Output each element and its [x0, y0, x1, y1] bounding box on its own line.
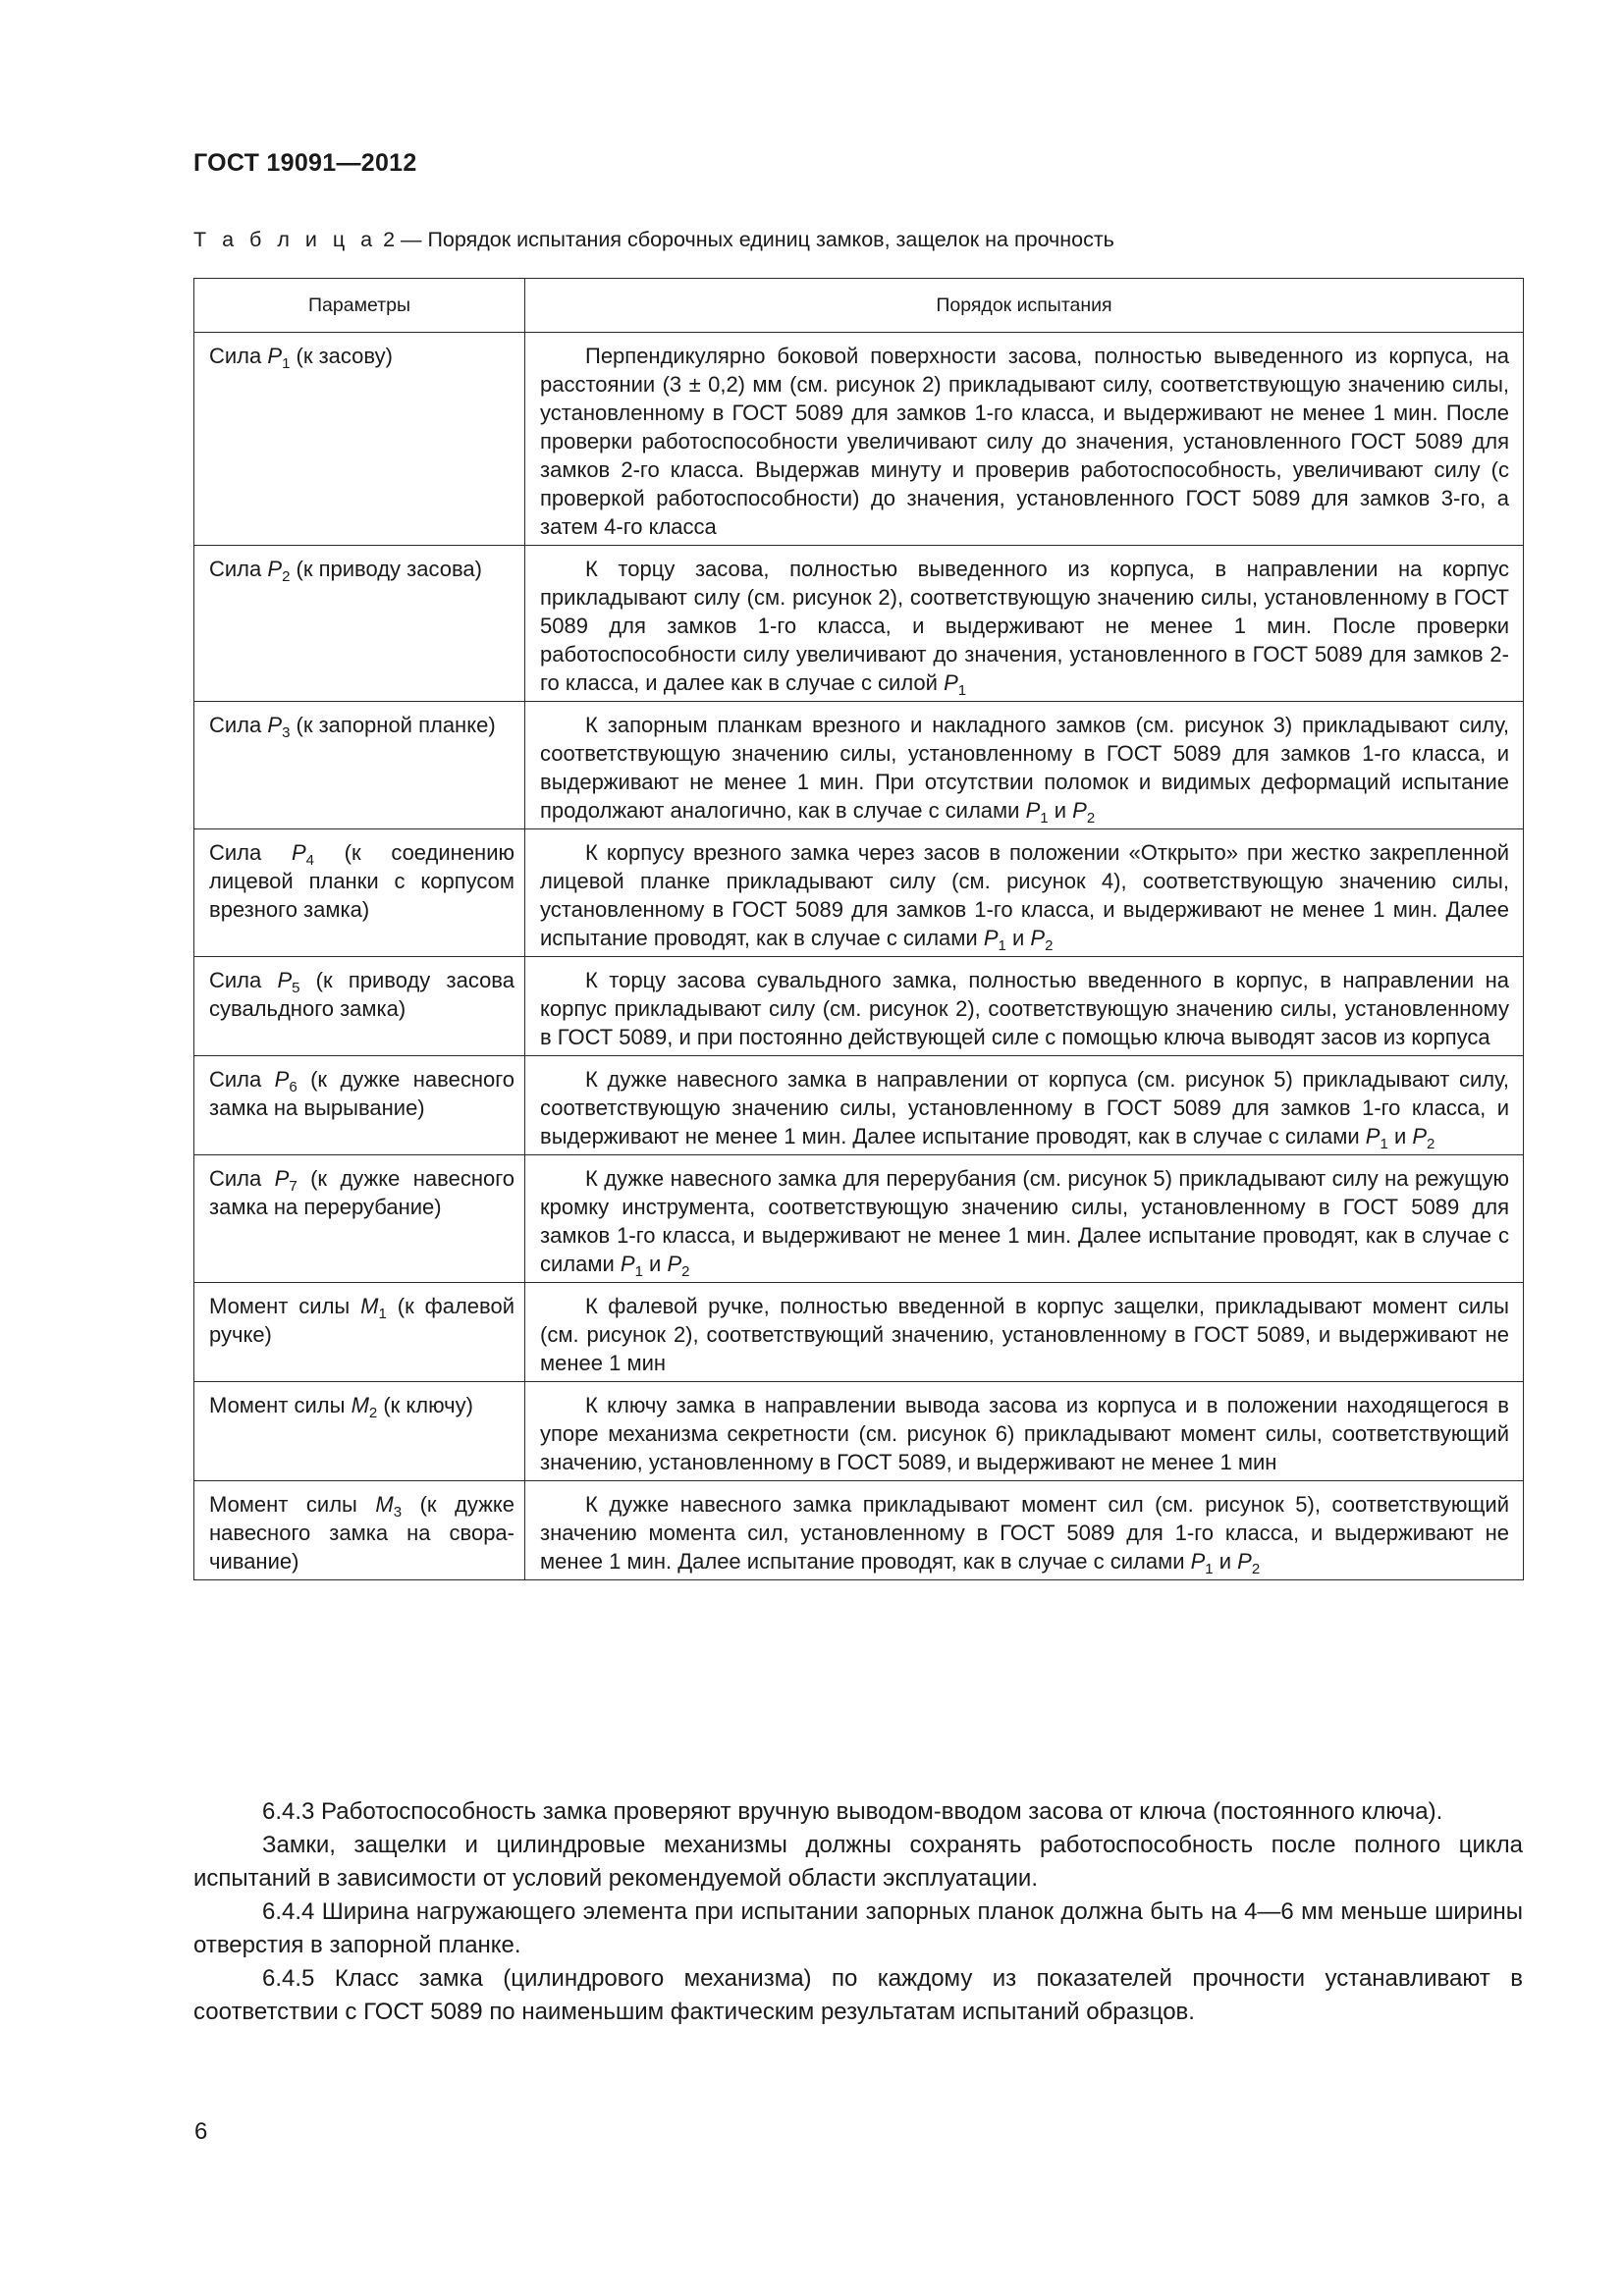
parameter-label: Сила [209, 344, 268, 368]
force-symbol [1237, 1549, 1261, 1577]
parameter-letter: P [274, 1166, 290, 1191]
parameter-symbol [277, 968, 300, 996]
table-caption [193, 228, 1431, 252]
force-symbol [1030, 926, 1054, 954]
force-symbol [944, 670, 967, 699]
parameter-cell [194, 702, 525, 829]
test-order-text: К корпусу врезного замка через засов в положении «Открыто» при жестко закрепленной лицевой планке прикладывают силу (см. рисунок 4), соответствующую значению силы, установленному в ГОСТ 5089 для замков 1-го класса, и выдерживают не менее 1 мин. Далее испытание проводят, как в случае с силами [540, 840, 1509, 950]
parameter-cell [194, 1155, 525, 1283]
table-row [194, 546, 1524, 702]
parameter-index: 6 [289, 1079, 298, 1095]
test-order-text: К дужке навесного замка для перерубания (см. рисунок 5) прикладывают силу на режущую кромку инструмента, соответствующую значению силы, установленному в ГОСТ 5089 для замков 1-го класса, и выдерживают не менее 1 мин. Далее испытание проводят, как в случае с силами [540, 1166, 1509, 1276]
parameter-letter: M [375, 1492, 394, 1517]
test-order-text: К ключу замка в направлении вывода засова из корпуса и в положении находящегося в упоре механизма секретности (см. рисунок 6) прикладывают момент силы, соответствующий значению, установленному в ГОСТ 5089, и выдерживают не менее 1 мин [540, 1393, 1509, 1474]
test-order-cell: К запорным планкам врезного и накладного замков (см. рисунок 3) прикладывают силу, соответствующую значению силы, установленному в ГОСТ 5089 для замков 1-го класса, и выдерживают не менее 1 мин. При отсутствии поломок и видимых деформаций испытание продолжают аналогично, как в случае с силами $P_1$ и $P_2$ [525, 702, 1524, 829]
force-letter: P [1030, 926, 1046, 950]
table-row [194, 1056, 1524, 1155]
test-order-text: К дужке навесного замка в направлении от корпуса (см. рисунок 5) прикладывают силу, соответствующую значению силы, установленному в ГОСТ 5089 для замков 1-го класса, и выдерживают не менее 1 мин. Далее испытание проводят, как в случае с силами [540, 1067, 1509, 1148]
test-order-cell [525, 333, 1524, 546]
parameter-label: Сила [209, 1166, 275, 1191]
parameter-index: 3 [393, 1504, 403, 1521]
page-number: 6 [194, 2118, 208, 2145]
parameter-description: (к дужке навесного замка на сворачивание) [209, 1492, 514, 1574]
force-index: 1 [1040, 810, 1049, 827]
force-letter: P [983, 926, 999, 950]
test-order-cell [525, 546, 1524, 702]
force-index: 2 [1045, 937, 1054, 954]
parameter-symbol [274, 1067, 298, 1095]
parameter-description: (к ключу) [377, 1393, 473, 1417]
table-row [194, 829, 1524, 957]
test-order-text: К торцу засова сувальдного замка, полностью введенного в корпус, в направлении на корпус прикладывают силу (см. рисунок 2), соответствующую значению силы, установленному в ГОСТ 5089, и при постоянно действующей силе с помощью ключа выводят засов из корпуса [540, 968, 1509, 1049]
parameter-cell [194, 829, 525, 957]
parameter-label: Момент силы [209, 1294, 361, 1318]
parameter-letter: P [267, 344, 283, 368]
parameter-index: 2 [282, 568, 291, 585]
force-letter: P [620, 1252, 635, 1276]
test-order-cell [525, 1283, 1524, 1382]
table-body [194, 333, 1524, 1580]
force-letter: P [1025, 798, 1041, 823]
force-index: 1 [957, 682, 967, 699]
force-index: 1 [1205, 1561, 1214, 1577]
parameter-letter: P [277, 968, 293, 992]
parameter-index: 2 [368, 1405, 378, 1421]
force-index: 2 [681, 1263, 690, 1280]
parameter-letter: P [274, 1067, 290, 1092]
force-symbol [1190, 1549, 1214, 1577]
parameter-index: 4 [305, 852, 314, 869]
parameter-index: 3 [282, 724, 291, 741]
parameter-description: (к соединению лицевой планки с корпусом врезного замка) [209, 840, 514, 922]
test-order-cell [525, 1382, 1524, 1481]
parameter-symbol [267, 344, 291, 372]
body-paragraph: 6.4.5 Класс замка (цилиндрового механизма) по каждому из показателей прочности устанавливают в соответствии с ГОСТ 5089 по наименьшим фактическим результатам испытаний образцов. [193, 1965, 1523, 2025]
header-parameters: Параметры [194, 279, 525, 333]
force-index: 2 [1427, 1136, 1435, 1152]
force-index: 1 [1380, 1136, 1388, 1152]
parameter-index: 5 [292, 980, 300, 996]
table-caption-text: 2 — Порядок испытания сборочных единиц замков, защелок на прочность [383, 228, 1114, 251]
parameter-symbol [351, 1393, 378, 1421]
force-index: 1 [998, 937, 1006, 954]
test-order-table [193, 278, 1524, 1580]
body-paragraph: Замки, защелки и цилиндровые механизмы должны сохранять работоспособность после полного цикла испытаний в зависимости от условий рекомендуемой области эксплуатации. [193, 1832, 1523, 1892]
test-order-cell: К корпусу врезного замка через засов в положении «Открыто» при жестко закрепленной лицевой планке прикладывают силу (см. рисунок 4), соответствующую значению силы, установленному в ГОСТ 5089 для замков 1-го класса, и выдерживают не менее 1 мин. Далее испытание проводят, как в случае с силами $P_1$ и $P_2$ [525, 829, 1524, 957]
force-symbol [1072, 798, 1096, 827]
test-order-cell: К дужке навесного замка в направлении от корпуса (см. рисунок 5) прикладывают силу, соответствующую значению силы, установленному в ГОСТ 5089 для замков 1-го класса, и выдерживают не менее 1 мин. Далее испытание проводят, как в случае с силами $P_1$ и $P_2$ [525, 1056, 1524, 1155]
test-order-text: К запорным планкам врезного и накладного замков (см. рисунок 3) прикладывают силу, соответствующую значению силы, установленному в ГОСТ 5089 для замков 1-го класса, и выдерживают не менее 1 мин. При отсутствии поломок и видимых деформаций испытание продолжают аналогично, как в случае с силами [540, 713, 1509, 823]
force-symbol [1025, 798, 1049, 827]
table-row [194, 1481, 1524, 1580]
parameter-symbol [375, 1492, 403, 1521]
parameter-cell [194, 1481, 525, 1580]
parameter-symbol [267, 557, 291, 585]
force-symbol [667, 1252, 690, 1280]
force-index: 2 [1251, 1561, 1261, 1577]
parameter-label: Сила [209, 557, 268, 581]
parameter-label: Сила [209, 968, 278, 992]
force-index: 2 [1086, 810, 1096, 827]
table-caption-prefix: Т а б л и ц а [193, 228, 378, 251]
parameter-cell [194, 1056, 525, 1155]
parameter-cell [194, 1382, 525, 1481]
parameter-letter: P [267, 557, 283, 581]
force-letter: P [1412, 1124, 1428, 1148]
parameter-description: (к фалевой ручке) [209, 1294, 514, 1347]
table-row [194, 702, 1524, 829]
parameter-symbol [291, 840, 314, 869]
force-symbol [983, 926, 1006, 954]
test-order-cell: К дужке навесного замка прикладывают момент сил (см. рисунок 5), соответствующий значению момента сил, установленному в ГОСТ 5089 для 1-го класса, и выдерживают не менее 1 мин. Далее испытание проводят, как в случае с силами $P_1$ и $P_2$ [525, 1481, 1524, 1580]
parameter-letter: P [267, 713, 283, 737]
parameter-description: (к дужке навесного замка на вырывание) [209, 1067, 514, 1120]
table-row [194, 333, 1524, 546]
parameter-label: Момент силы [209, 1492, 376, 1517]
parameter-description: (к запорной планке) [290, 713, 496, 737]
parameter-cell [194, 546, 525, 702]
force-index: 1 [634, 1263, 643, 1280]
force-symbol [620, 1252, 643, 1280]
parameter-description: (к засову) [290, 344, 393, 368]
parameter-symbol [267, 713, 291, 741]
parameter-index: 1 [282, 355, 291, 372]
parameter-cell [194, 1283, 525, 1382]
body-paragraph: 6.4.3 Работоспособность замка проверяют вручную выводом-вводом засова от ключа (постоянного ключа). [262, 1798, 1443, 1825]
force-letter: P [944, 670, 958, 695]
body-text [193, 1795, 1523, 2029]
parameter-index: 1 [378, 1306, 387, 1322]
test-order-cell: К дужке навесного замка для перерубания (см. рисунок 5) прикладывают силу на режущую кромку инструмента, соответствующую значению силы, установленному в ГОСТ 5089 для замков 1-го класса, и выдерживают не менее 1 мин. Далее испытание проводят, как в случае с силами $P_1$ и $P_2$ [525, 1155, 1524, 1283]
parameter-label: Сила [209, 713, 268, 737]
parameter-index: 7 [289, 1178, 298, 1195]
force-symbol [1412, 1124, 1435, 1152]
force-letter: P [667, 1252, 682, 1276]
parameter-label: Момент силы [209, 1393, 352, 1417]
parameter-letter: P [291, 840, 306, 865]
force-letter: P [1237, 1549, 1252, 1574]
parameter-cell [194, 957, 525, 1056]
parameter-description: (к приводу засова сувальдного замка) [209, 968, 514, 1021]
parameter-description: (к приводу засова) [290, 557, 482, 581]
table-row [194, 1283, 1524, 1382]
body-paragraph: 6.4.4 Ширина нагружающего элемента при испытании запорных планок должна быть на 4—6 мм меньше ширины отверстия в запорной планке. [193, 1898, 1523, 1958]
parameter-letter: M [360, 1294, 379, 1318]
table-row [194, 957, 1524, 1056]
parameter-symbol [360, 1294, 387, 1322]
parameter-label: Сила [209, 840, 292, 865]
document-header: ГОСТ 19091—2012 [193, 149, 417, 177]
test-order-text: К фалевой ручке, полностью введенной в корпус защелки, прикладывают момент силы (см. рисунок 2), соответствующий значению, установленному в ГОСТ 5089, и выдерживают не менее 1 мин [540, 1294, 1509, 1375]
test-order-cell [525, 957, 1524, 1056]
test-order-text: К дужке навесного замка прикладывают момент сил (см. рисунок 5), соответствующий значению момента сил, установленному в ГОСТ 5089 для 1-го класса, и выдерживают не менее 1 мин. Далее испытание проводят, как в случае с силами [540, 1492, 1509, 1574]
force-letter: P [1190, 1549, 1206, 1574]
parameter-symbol [274, 1166, 298, 1195]
table-row [194, 1155, 1524, 1283]
force-symbol [1365, 1124, 1388, 1152]
test-order-text: Перпендикулярно боковой поверхности засова, полностью выведенного из корпуса, на расстоянии (3 ± 0,2) мм (см. рисунок 2) прикладывают силу, соответствующую значению силы, установленному в ГОСТ 5089 для замков 1-го класса, и выдерживают не менее 1 мин. После проверки работоспособности увеличивают силу до значения, установленного ГОСТ 5089 для замков 2-го класса. Выдержав минуту и проверив работоспособность, увеличивают силу (с проверкой работоспособности) до значения, установленного ГОСТ 5089 для замков 3-го, а затем 4-го класса [540, 344, 1509, 539]
table-row [194, 1382, 1524, 1481]
parameter-description: (к дужке навесного замка на перерубание) [209, 1166, 514, 1219]
parameter-letter: M [351, 1393, 369, 1417]
force-letter: P [1365, 1124, 1380, 1148]
table-header-row [194, 279, 1524, 333]
header-test-order: Порядок испытания [525, 279, 1524, 333]
parameter-label: Сила [209, 1067, 275, 1092]
force-letter: P [1072, 798, 1087, 823]
parameter-cell [194, 333, 525, 546]
test-order-text: К торцу засова, полностью выведенного из корпуса, в направлении на корпус прикладывают силу (см. рисунок 2), соответствующую значению силы, установленному в ГОСТ 5089 для замков 1-го класса, и выдерживают не менее 1 мин. После проверки работоспособности силу увеличивают до значения, установленного в ГОСТ 5089 для замков 2-го класса, и далее как в случае с силой [540, 557, 1509, 695]
